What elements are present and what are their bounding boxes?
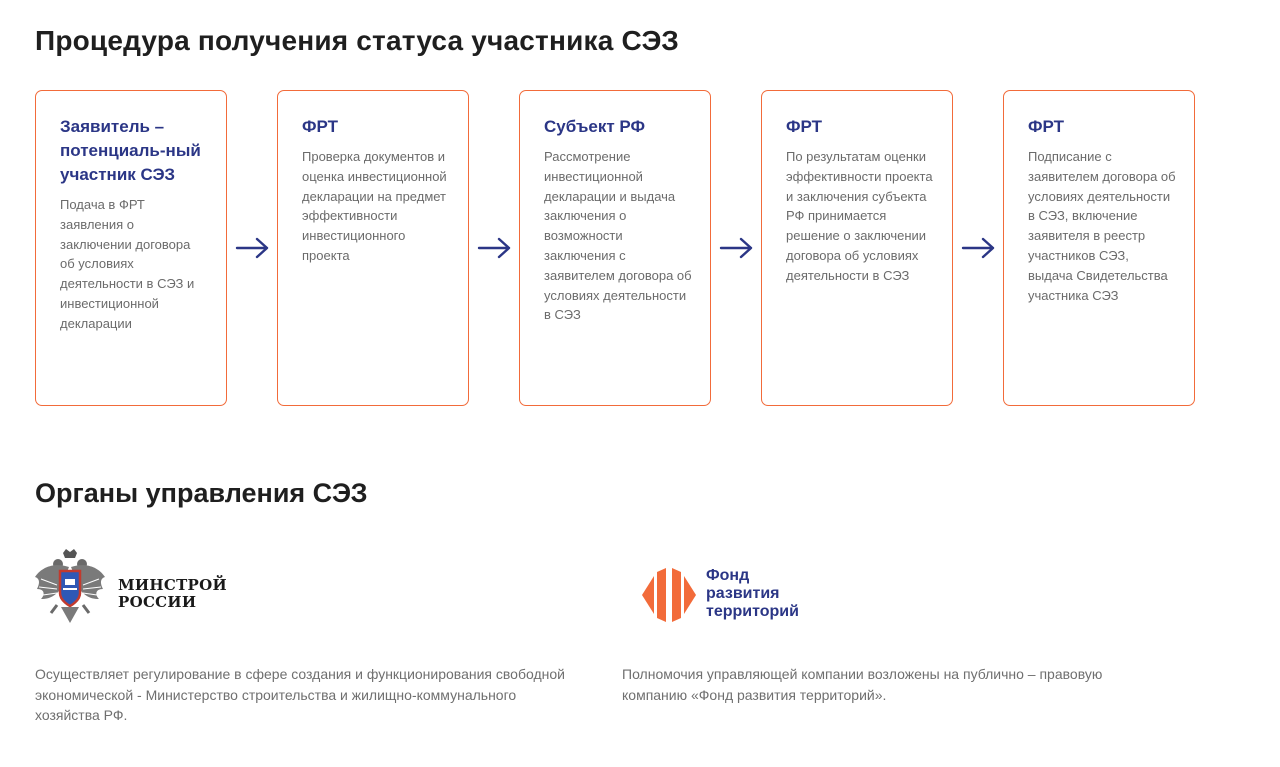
step-text: Рассмотрение инвестиционной декларации и выдача заключения о возможности заключения с заявителем договора об условиях деятельности в СЭЗ [544, 149, 692, 323]
frt-logo-text [706, 567, 799, 621]
minstroy-description: Осуществляет регулирование в сфере создания и функционирования свободной экономической - Министерство строительства и жилищно-коммунального хозяйства РФ. [35, 666, 565, 723]
frt-logo-line3: территорий [706, 603, 799, 620]
minstroy-logo-line2: РОССИИ [118, 593, 197, 611]
step-card-4 [761, 90, 953, 406]
step-title: ФРТ [786, 117, 823, 136]
arrow-right-icon [235, 236, 271, 260]
governance-title: Органы управления СЭЗ [35, 478, 368, 508]
step-card-1 [35, 90, 227, 406]
frt-logo-icon [642, 568, 696, 622]
step-card-3 [519, 90, 711, 406]
frt-logo-line1: Фонд [706, 567, 750, 584]
minstroy-logo-text [118, 577, 227, 611]
step-title: Заявитель – потенциаль-ный участник СЭЗ [60, 117, 201, 184]
arrow-right-icon [961, 236, 997, 260]
step-text: По результатам оценки эффективности проекта и заключения субъекта РФ принимается решение о заключении договора об условиях деятельности в СЭЗ [786, 149, 933, 283]
procedure-title: Процедура получения статуса участника СЭЗ [35, 25, 679, 56]
step-text: Подписание с заявителем договора об условиях деятельности в СЭЗ, включение заявителя в реестр участников СЭЗ, выдача Свидетельства участника СЭЗ [1028, 149, 1176, 303]
step-text: Проверка документов и оценка инвестиционной декларации на предмет эффективности инвестиционного проекта [302, 149, 447, 263]
step-card-2 [277, 90, 469, 406]
step-text: Подача в ФРТ заявления о заключении договора об условиях деятельности в СЭЗ и инвестиционной декларации [60, 197, 195, 331]
russian-eagle-emblem-icon [33, 549, 107, 625]
step-card-5 [1003, 90, 1195, 406]
frt-logo-line2: развития [706, 585, 780, 602]
minstroy-logo-line1: МИНСТРОЙ [118, 576, 227, 594]
step-title: ФРТ [1028, 117, 1065, 136]
step-title: ФРТ [302, 117, 339, 136]
frt-description: Полномочия управляющей компании возложены на публично – правовую компанию «Фонд развития территорий». [622, 666, 1103, 703]
step-title: Субъект РФ [544, 117, 646, 136]
arrow-right-icon [719, 236, 755, 260]
arrow-right-icon [477, 236, 513, 260]
